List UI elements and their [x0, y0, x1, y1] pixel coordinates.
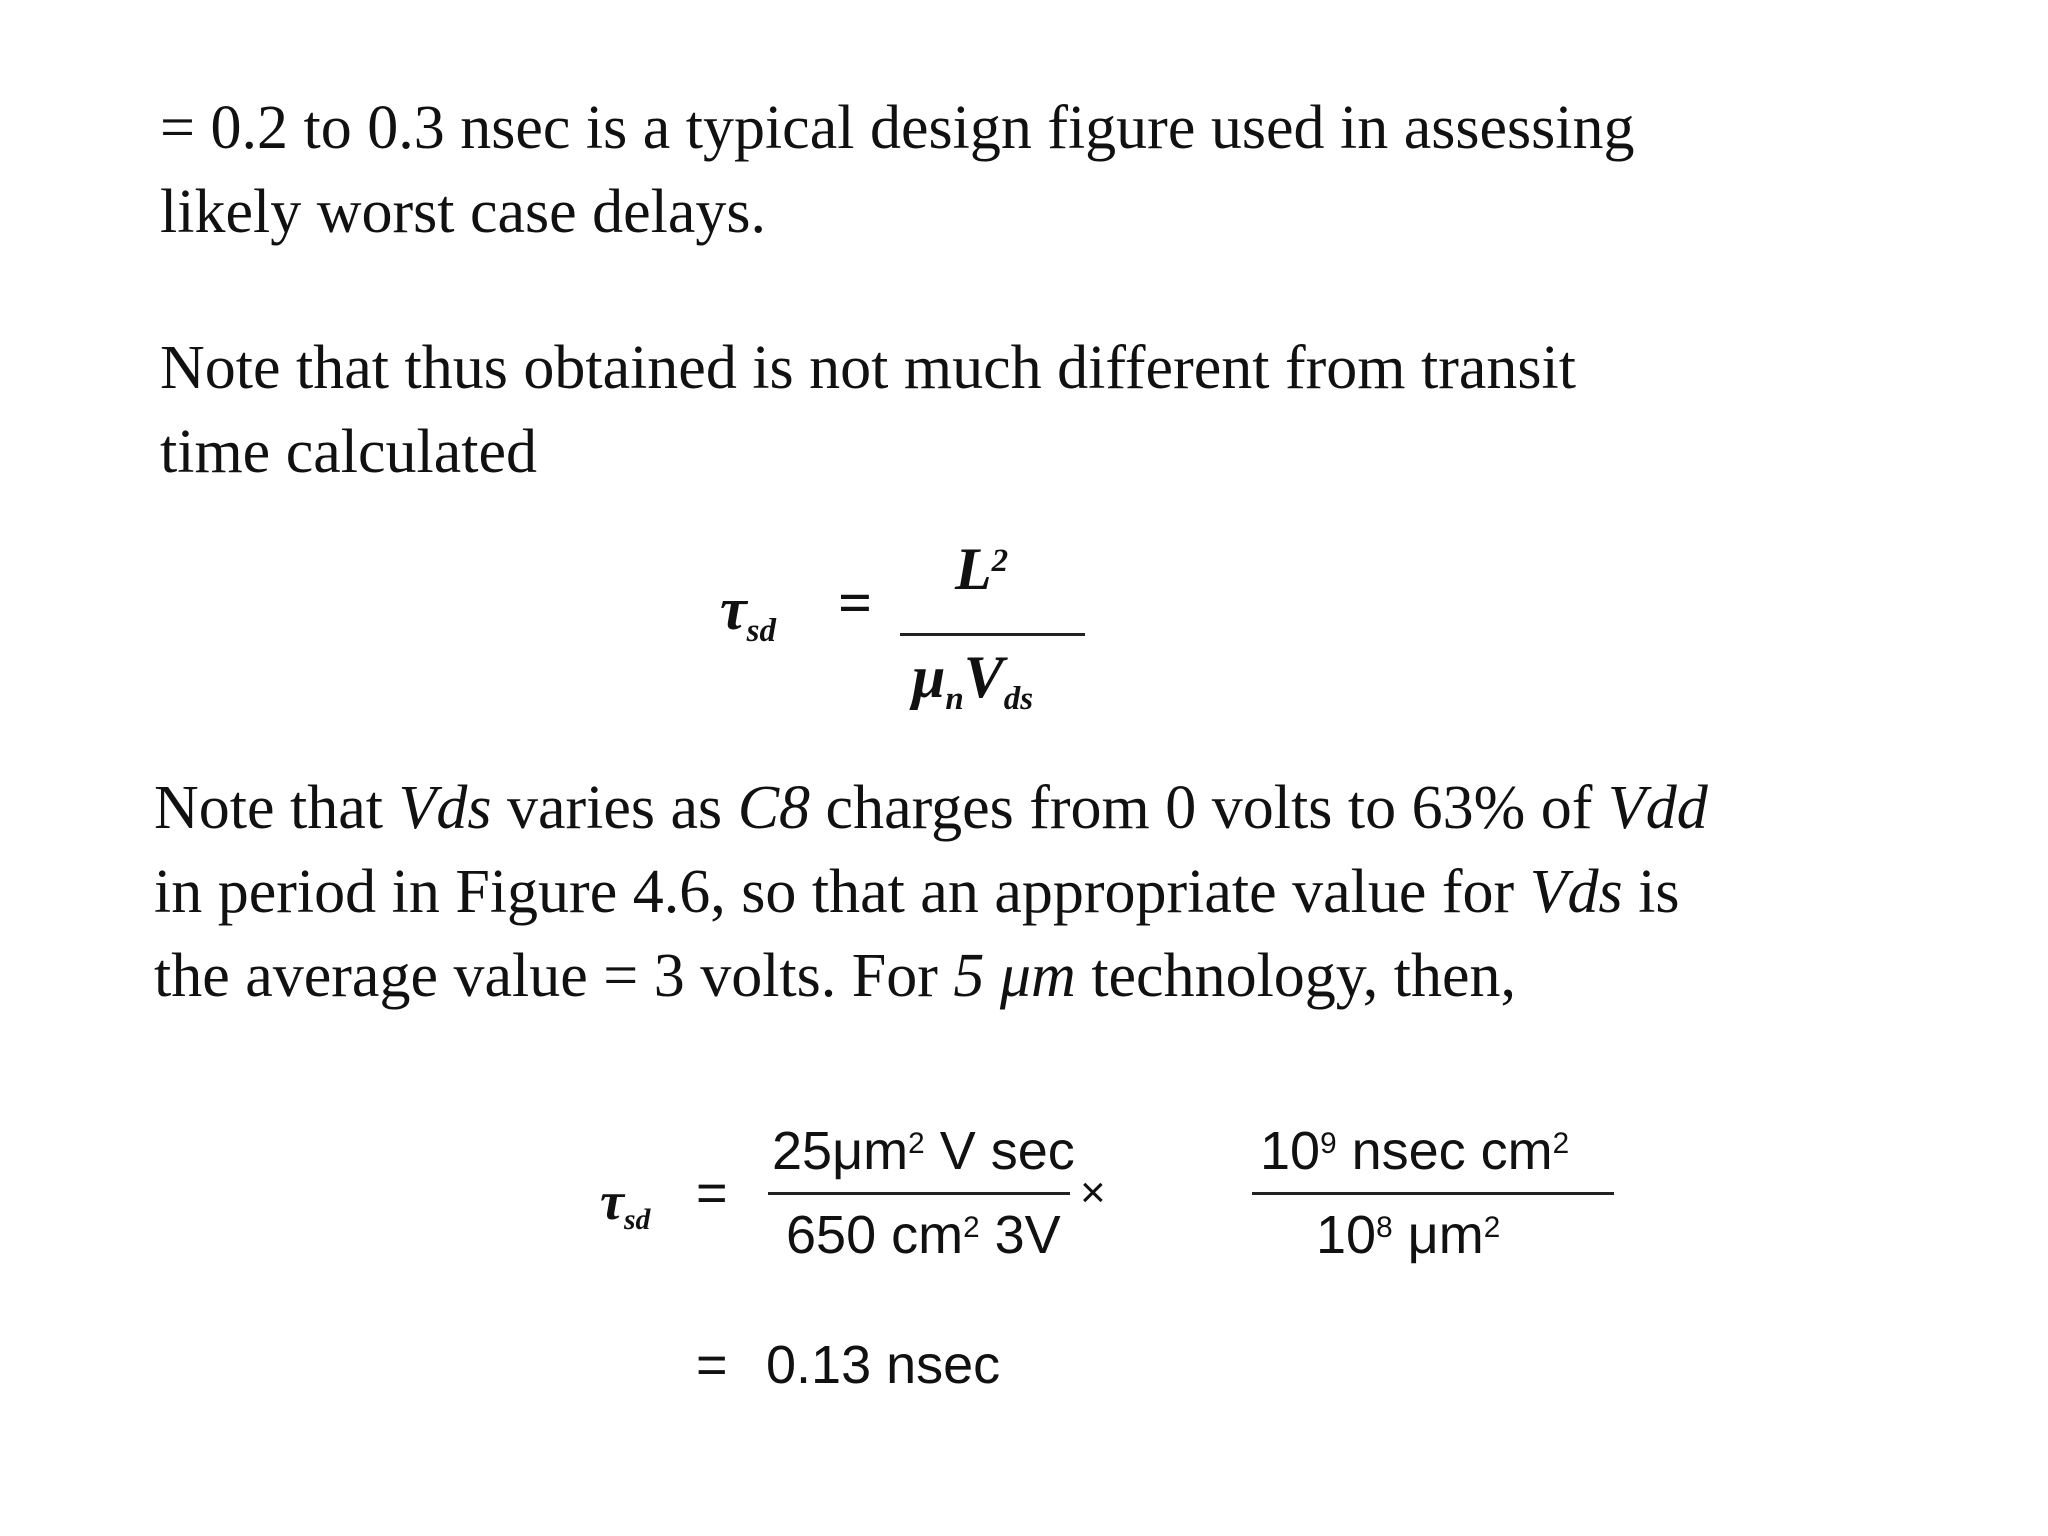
fraction-bar	[768, 1192, 1070, 1195]
paragraph-line: Note that Vds varies as C8 charges from 0 volts to 63% of Vdd	[154, 774, 1708, 842]
paragraph-line: = 0.2 to 0.3 nsec is a typical design figure used in assessing	[160, 94, 1635, 162]
paragraph-line: time calculated	[160, 418, 537, 486]
paragraph-typical-delay	[160, 86, 1635, 254]
paragraph-transit-note	[160, 326, 1576, 494]
paragraph-vds-note	[154, 766, 1708, 1018]
fraction1-denominator: 650 $cm^2$ 3V	[786, 1205, 1061, 1265]
equals-sign: =	[696, 1163, 728, 1223]
equals-sign: =	[838, 570, 873, 636]
equation-numerator: $L^2$	[955, 536, 1009, 602]
fraction-bar	[1252, 1192, 1614, 1195]
times-sign: ×	[1080, 1168, 1106, 1217]
equation-denominator: μnVds	[912, 644, 1034, 717]
fraction-bar	[900, 633, 1085, 636]
paragraph-line: Note that thus obtained is not much different from transit	[160, 334, 1576, 402]
equation-lhs: τsd	[600, 1171, 651, 1237]
fraction1-numerator: $25\mu m^2$ V sec	[772, 1121, 1075, 1181]
paragraph-line: the average value = 3 volts. For 5 μm technology, then,	[154, 942, 1517, 1010]
paragraph-line: in period in Figure 4.6, so that an appropriate value for Vds is	[154, 858, 1680, 926]
result-equals-sign: =	[696, 1335, 728, 1395]
result-value: 0.13 nsec	[766, 1335, 1001, 1395]
equation-lhs: τsd	[720, 576, 776, 649]
fraction2-numerator: $10^9$ nsec $cm^2$	[1260, 1121, 1570, 1181]
fraction2-denominator: $10^8$ $\mu m^2$	[1316, 1205, 1501, 1265]
paragraph-line: likely worst case delays.	[160, 178, 767, 246]
